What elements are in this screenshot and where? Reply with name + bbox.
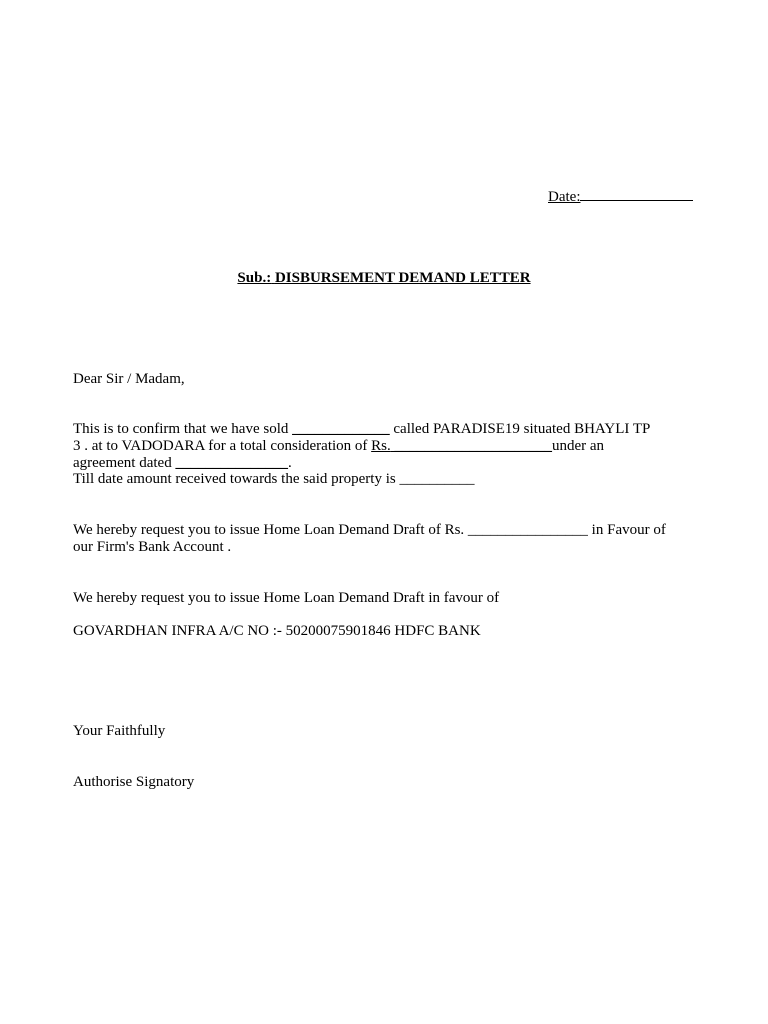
date-blank <box>580 187 693 201</box>
para1-text-4: under an <box>552 438 605 454</box>
paragraph-1-line-2 <box>73 438 604 455</box>
rs-label: Rs. <box>371 438 391 454</box>
closing: Your Faithfully <box>73 723 166 739</box>
date-label: Date: <box>548 189 581 205</box>
para1-text-5: agreement dated <box>73 455 176 471</box>
subject-title: DISBURSEMENT DEMAND LETTER <box>274 270 531 286</box>
paragraph-1-line-1 <box>73 421 650 438</box>
paragraph-1-line-3 <box>73 455 292 472</box>
para1-text-6: . <box>287 455 292 471</box>
paragraph-2-line-1: We hereby request you to issue Home Loan Demand Draft of Rs. ________________ in Favour of <box>73 522 666 538</box>
date-field <box>548 187 693 206</box>
sold-item-blank: _____________ <box>292 421 390 437</box>
para1-text-1: This is to confirm that we have sold <box>73 421 293 437</box>
paragraph-3: We hereby request you to issue Home Loan Demand Draft in favour of <box>73 590 500 606</box>
subject-line <box>0 270 768 287</box>
paragraph-2-line-2: our Firm's Bank Account . <box>73 539 232 555</box>
account-details: GOVARDHAN INFRA A/C NO :- 50200075901846 HDFC BANK <box>73 623 481 639</box>
consideration-blank: _____________________ <box>390 438 552 454</box>
signatory: Authorise Signatory <box>73 774 195 790</box>
subject-prefix: Sub.: <box>237 270 272 286</box>
para1-text-2: called PARADISE19 situated BHAYLI TP <box>389 421 651 437</box>
para1-text-3: 3 . at to VADODARA for a total consideration of <box>73 438 372 454</box>
salutation: Dear Sir / Madam, <box>73 371 185 387</box>
paragraph-1-line-4: Till date amount received towards the said property is __________ <box>73 471 475 487</box>
agreement-date-blank: _______________ <box>175 455 288 471</box>
